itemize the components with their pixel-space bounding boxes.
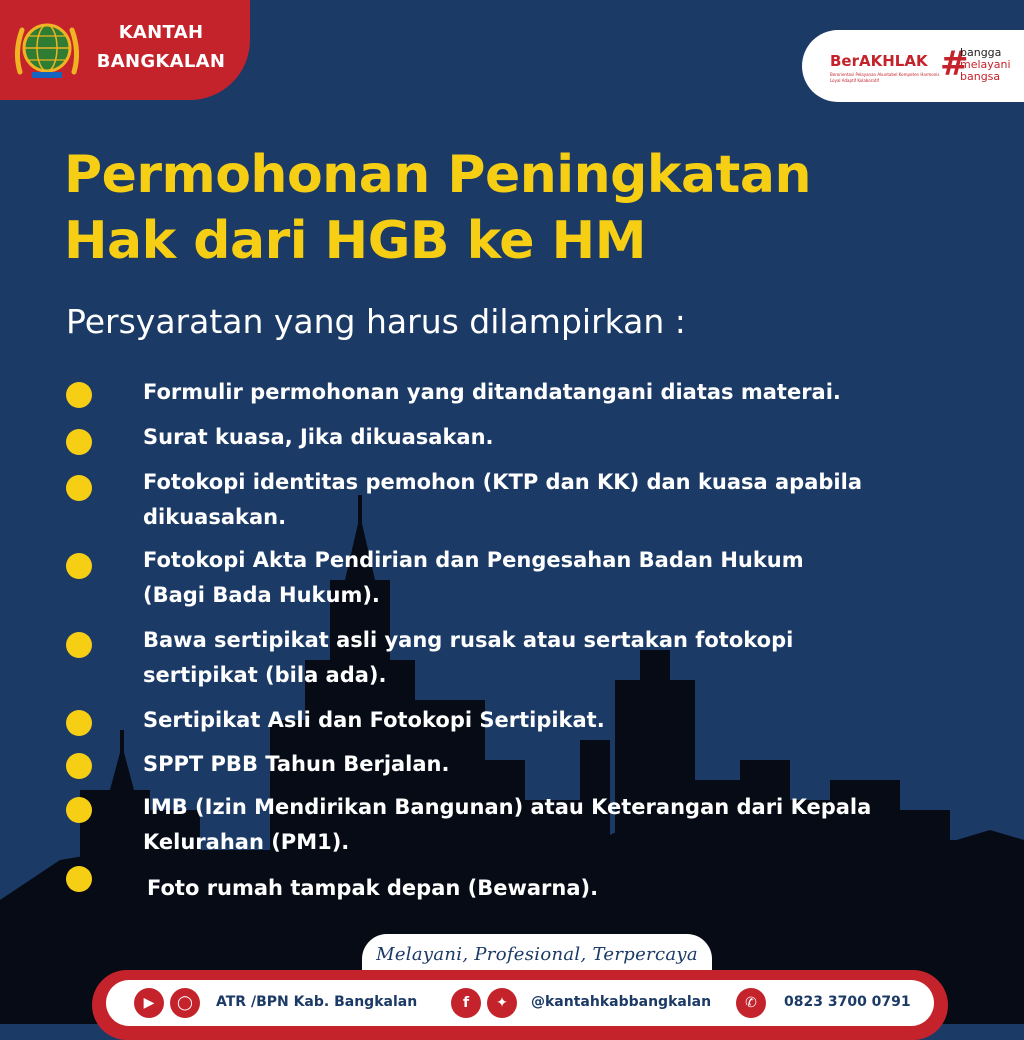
requirement-line: dikuasakan. [143, 505, 287, 529]
footer-contact-inner [106, 980, 934, 1026]
footer-account-name[interactable]: ATR /BPN Kab. Bangkalan [216, 994, 418, 1010]
requirement-line: sertipikat (bila ada). [143, 663, 387, 687]
whatsapp-icon[interactable]: ✆ [736, 988, 766, 1018]
requirement-line: IMB (Izin Mendirikan Bangunan) atau Keterangan dari Kepala [143, 795, 872, 819]
brand-tag-line2: melayani [960, 58, 1011, 71]
footer-phone[interactable]: 0823 3700 0791 [784, 994, 911, 1010]
page-subtitle: Persyaratan yang harus dilampirkan : [66, 302, 686, 341]
requirement-line: Fotokopi identitas pemohon (KTP dan KK) dan kuasa apabila [143, 470, 862, 494]
footer-account-group [134, 986, 434, 1020]
office-name [86, 18, 236, 76]
office-name-line1: KANTAH [118, 22, 204, 43]
requirement-line: SPPT PBB Tahun Berjalan. [143, 752, 450, 776]
requirement-line: Formulir permohonan yang ditandatangani diatas materai. [143, 380, 841, 404]
requirement-line: Sertipikat Asli dan Fotokopi Sertipikat. [143, 708, 605, 732]
tagline: Melayani, Profesional, Terpercaya [376, 944, 698, 965]
footer-phone-group [736, 986, 926, 1020]
office-badge [0, 0, 250, 100]
requirement-line: Fotokopi Akta Pendirian dan Pengesahan Badan Hukum [143, 548, 804, 572]
instagram-icon[interactable]: ◯ [170, 988, 200, 1018]
requirement-line: (Bagi Bada Hukum). [143, 583, 380, 607]
facebook-icon[interactable]: f [451, 988, 481, 1018]
footer-social-group [451, 986, 751, 1020]
hashtag-icon: # [940, 44, 969, 84]
requirement-line: Surat kuasa, Jika dikuasakan. [143, 425, 494, 449]
bangga-melayani-bangsa-tag [960, 47, 1011, 83]
footer-social-handle[interactable]: @kantahkabbangkalan [531, 994, 712, 1010]
page-title [64, 142, 984, 274]
twitter-icon[interactable]: ✦ [487, 988, 517, 1018]
brand-tag-line3: bangsa [960, 70, 1001, 83]
requirement-line: Foto rumah tampak depan (Bewarna). [147, 876, 599, 900]
youtube-icon[interactable]: ▶ [134, 988, 164, 1018]
requirement-line: Bawa sertipikat asli yang rusak atau sertakan fotokopi [143, 628, 794, 652]
page-title-line2: Hak dari HGB ke HM [64, 211, 646, 271]
berakhlak-logo-subtext: Berorientasi Pelayanan Akuntabel Kompeten Harmonis Loyal Adaptif Kolaboratif [830, 72, 940, 83]
berakhlak-brand-badge [802, 30, 1024, 102]
footer-contact-bar [92, 970, 948, 1040]
brand-tag-line1: bangga [960, 46, 1002, 59]
berakhlak-logo-text: BerAKHLAK [830, 52, 928, 70]
page-title-line1: Permohonan Peningkatan [64, 145, 812, 205]
office-name-line2: BANGKALAN [96, 51, 226, 72]
atr-bpn-logo [10, 12, 84, 86]
requirement-line: Kelurahan (PM1). [143, 830, 350, 854]
